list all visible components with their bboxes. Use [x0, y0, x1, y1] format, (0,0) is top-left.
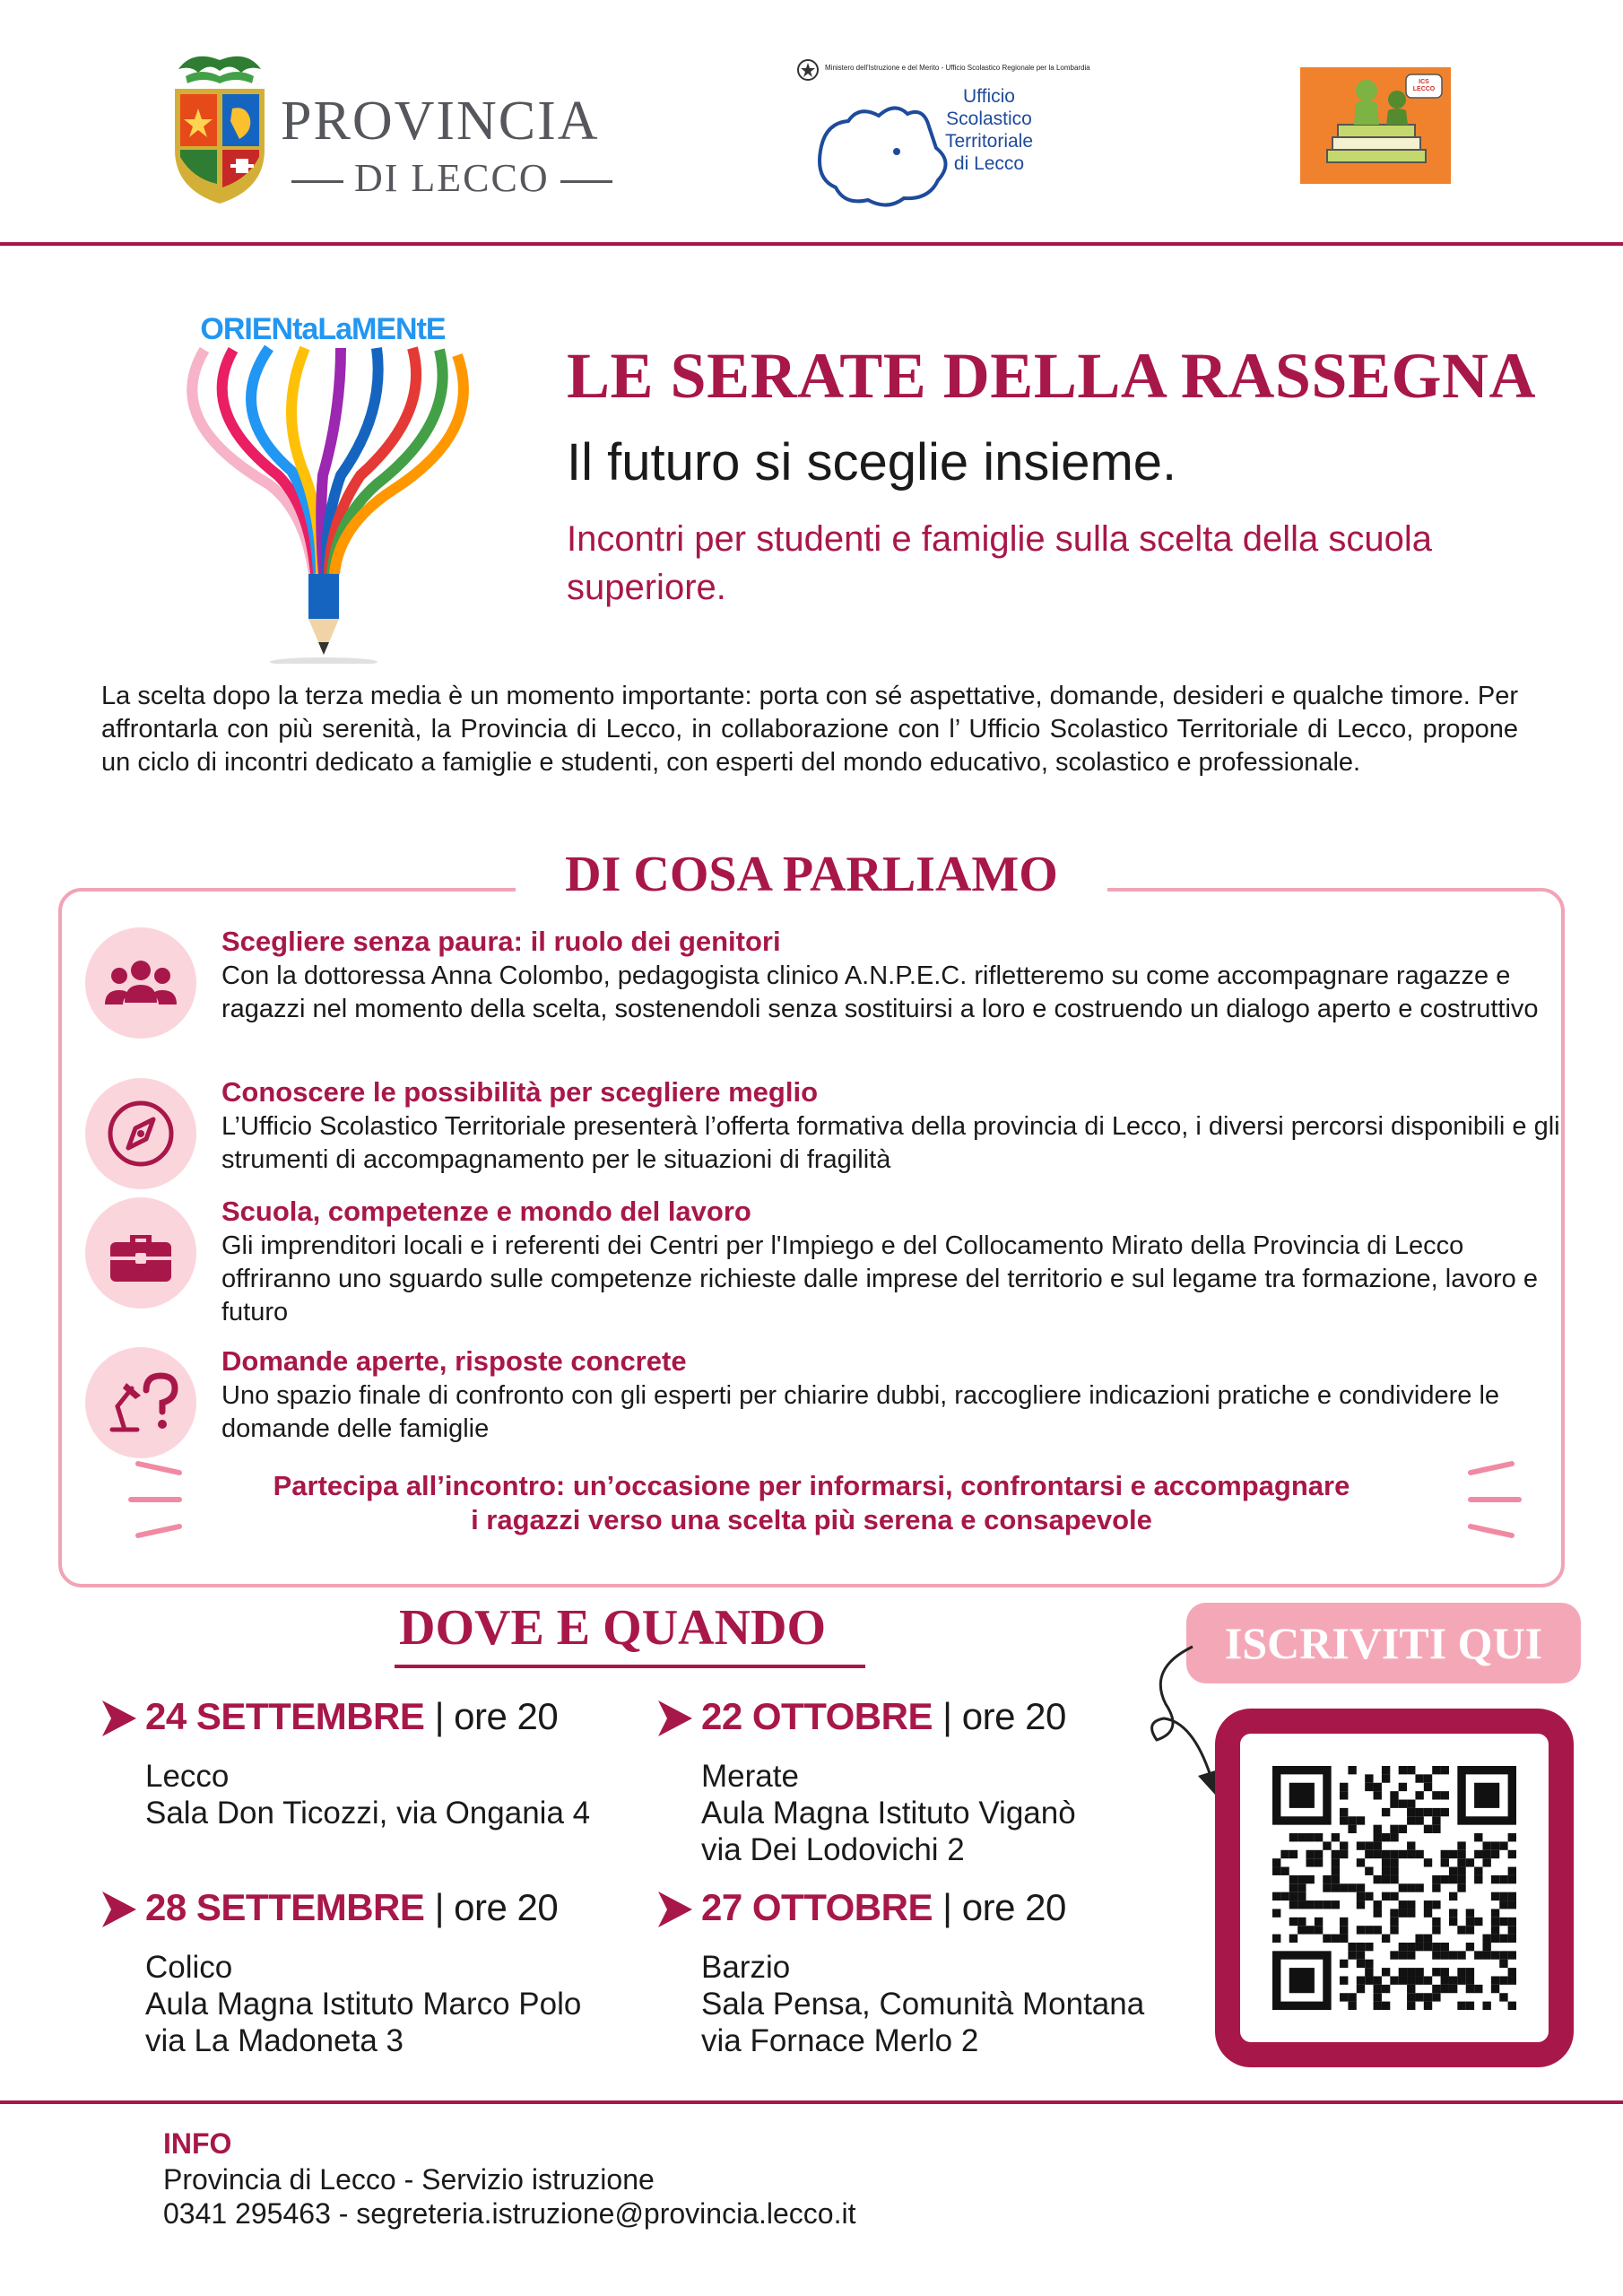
event-date: 27 OTTOBRE	[701, 1886, 933, 1928]
event-place: Merate	[701, 1759, 799, 1794]
event-venue: Aula Magna Istituto Viganò	[701, 1796, 1076, 1831]
ics-badge-text: ICS LECCO	[1412, 79, 1436, 92]
burst-right-icon	[1462, 1460, 1524, 1541]
event-time: ore 20	[454, 1886, 559, 1928]
topic-title: Scuola, competenze e mondo del lavoro	[221, 1196, 751, 1227]
event-separator: |	[942, 1886, 952, 1928]
event-arrow-icon	[99, 1890, 138, 1929]
event-separator: |	[434, 1886, 444, 1928]
orientalamente-pencil-icon	[161, 305, 484, 664]
topic-text: Con la dottoressa Anna Colombo, pedagogista clinico A.N.P.E.C. rifletteremo su come accompagnare ragazze e ragazzi nel momento della scelta, sostenendoli senza sostituirsi a loro e costruendo un dialogo aperto e costruttivo	[221, 961, 1539, 1023]
event-date: 28 SETTEMBRE	[145, 1886, 425, 1928]
topic-text: Gli imprenditori locali e i referenti dei Centri per l'Impiego e del Collocamento Mirato della Provincia di Lecco offriranno uno sguardo sulle competenze richieste dalle imprese del territorio e sul legame tra formazione, lavoro e futuro	[221, 1231, 1538, 1326]
ust-line-3: Territoriale	[944, 131, 1034, 152]
info-contacts[interactable]: 0341 295463 - segreteria.istruzione@provincia.lecco.it	[163, 2197, 856, 2230]
page-subtitle: Il futuro si sceglie insieme.	[567, 433, 1177, 491]
event-time: ore 20	[961, 1695, 1066, 1737]
compass-icon	[85, 1078, 196, 1189]
signup-qr-code[interactable]	[1272, 1766, 1516, 2010]
page-header	[0, 0, 1623, 247]
topic-text: L’Ufficio Scolastico Territoriale presenterà l’offerta formativa della provincia di Lecco, i diversi percorsi disponibili e gli strumenti di accompagnamento per le situazioni di fragilità	[221, 1112, 1560, 1174]
info-label: INFO	[163, 2127, 232, 2160]
group-icon	[85, 927, 196, 1039]
event-location	[701, 1758, 1076, 1868]
event-arrow-icon	[655, 1699, 694, 1738]
italian-emblem-icon	[796, 58, 820, 82]
event-place: Lecco	[145, 1759, 230, 1794]
event-date-line	[701, 1695, 1066, 1738]
provincia-crest-icon	[166, 49, 273, 206]
event-date-line	[701, 1886, 1066, 1929]
event-arrow-icon	[655, 1890, 694, 1929]
event-location	[145, 1949, 581, 2059]
signup-label: ISCRIVITI QUI	[1186, 1603, 1581, 1683]
intro-paragraph: La scelta dopo la terza media è un momento importante: porta con sé aspettative, domande, desideri e qualche timore. Per affrontarla con più serenità, la Provincia di Lecco, in collaborazione con l’ Ufficio Scolastico Territoriale di Lecco, propone un ciclo di incontri dedicato a famiglie e studenti, con esperti del mondo educativo, scolastico e professionale.	[101, 682, 1518, 777]
event-address: via La Madoneta 3	[145, 2023, 404, 2058]
event-time: ore 20	[454, 1695, 559, 1737]
orientalamente-logo	[161, 305, 484, 664]
orientalamente-wordmark: ORIENtaLaMENtE	[200, 312, 446, 346]
event-date: 24 SETTEMBRE	[145, 1695, 425, 1737]
ust-line-4: di Lecco	[953, 153, 1025, 174]
province-name: PROVINCIA	[281, 91, 600, 152]
event-date-line	[145, 1886, 558, 1929]
event-venue: Aula Magna Istituto Marco Polo	[145, 1987, 582, 2022]
event-separator: |	[434, 1695, 444, 1737]
event-date-line	[145, 1695, 558, 1738]
ust-line-1: Ufficio	[963, 86, 1015, 107]
event-separator: |	[942, 1695, 952, 1737]
provincia-di-lecco-logo	[166, 49, 600, 211]
signup-qr-frame[interactable]	[1215, 1709, 1574, 2067]
event-venue: Sala Don Ticozzi, via Ongania 4	[145, 1796, 591, 1831]
events-heading-underline	[395, 1665, 865, 1668]
topic-title: Scegliere senza paura: il ruolo dei genitori	[221, 926, 781, 957]
ust-line-2: Scolastico	[946, 109, 1032, 129]
event-time: ore 20	[961, 1886, 1066, 1928]
topic-title: Conoscere le possibilità per scegliere meglio	[221, 1076, 819, 1108]
ufficio-scolastico-logo	[789, 58, 1090, 211]
topic-title: Domande aperte, risposte concrete	[221, 1345, 687, 1377]
briefcase-icon	[85, 1197, 196, 1309]
call-to-action	[161, 1469, 1462, 1537]
cta-line-2: i ragazzi verso una scelta più serena e consapevole	[471, 1504, 1152, 1535]
event-location	[701, 1949, 1144, 2059]
ust-name	[931, 85, 1047, 175]
page-title: LE SERATE DELLA RASSEGNA	[567, 340, 1536, 412]
event-arrow-icon	[99, 1699, 138, 1738]
province-subtitle	[281, 155, 623, 201]
event-place: Barzio	[701, 1950, 791, 1985]
event-date: 22 OTTOBRE	[701, 1695, 933, 1737]
topics-heading: DI COSA PARLIAMO	[516, 839, 1107, 910]
event-address: via Dei Lodovichi 2	[701, 1832, 965, 1867]
cta-line-1: Partecipa all’incontro: un’occasione per informarsi, confrontarsi e accompagnare	[273, 1470, 1350, 1501]
event-location	[145, 1758, 590, 1831]
info-office: Provincia di Lecco - Servizio istruzione	[163, 2163, 655, 2196]
province-sub-text: DI LECCO	[354, 156, 550, 200]
event-venue: Sala Pensa, Comunità Montana	[701, 1987, 1145, 2022]
question-lamp-icon	[85, 1347, 196, 1458]
footer-divider	[0, 2100, 1623, 2104]
ministry-line: Ministero dell'Istruzione e del Merito - Ufficio Scolastico Regionale per la Lombardia	[825, 64, 1090, 72]
dash-left	[291, 180, 343, 183]
topic-text: Uno spazio finale di confronto con gli esperti per chiarire dubbi, raccogliere indicazioni pratiche e condividere le domande delle famiglie	[221, 1381, 1500, 1443]
page-tagline: Incontri per studenti e famiglie sulla scelta della scuola superiore.	[567, 519, 1432, 607]
event-address: via Fornace Merlo 2	[701, 2023, 979, 2058]
ics-lecco-logo	[1300, 67, 1451, 184]
header-divider	[0, 242, 1623, 246]
event-place: Colico	[145, 1950, 233, 1985]
dash-right	[560, 180, 612, 183]
events-heading: DOVE E QUANDO	[399, 1600, 827, 1656]
